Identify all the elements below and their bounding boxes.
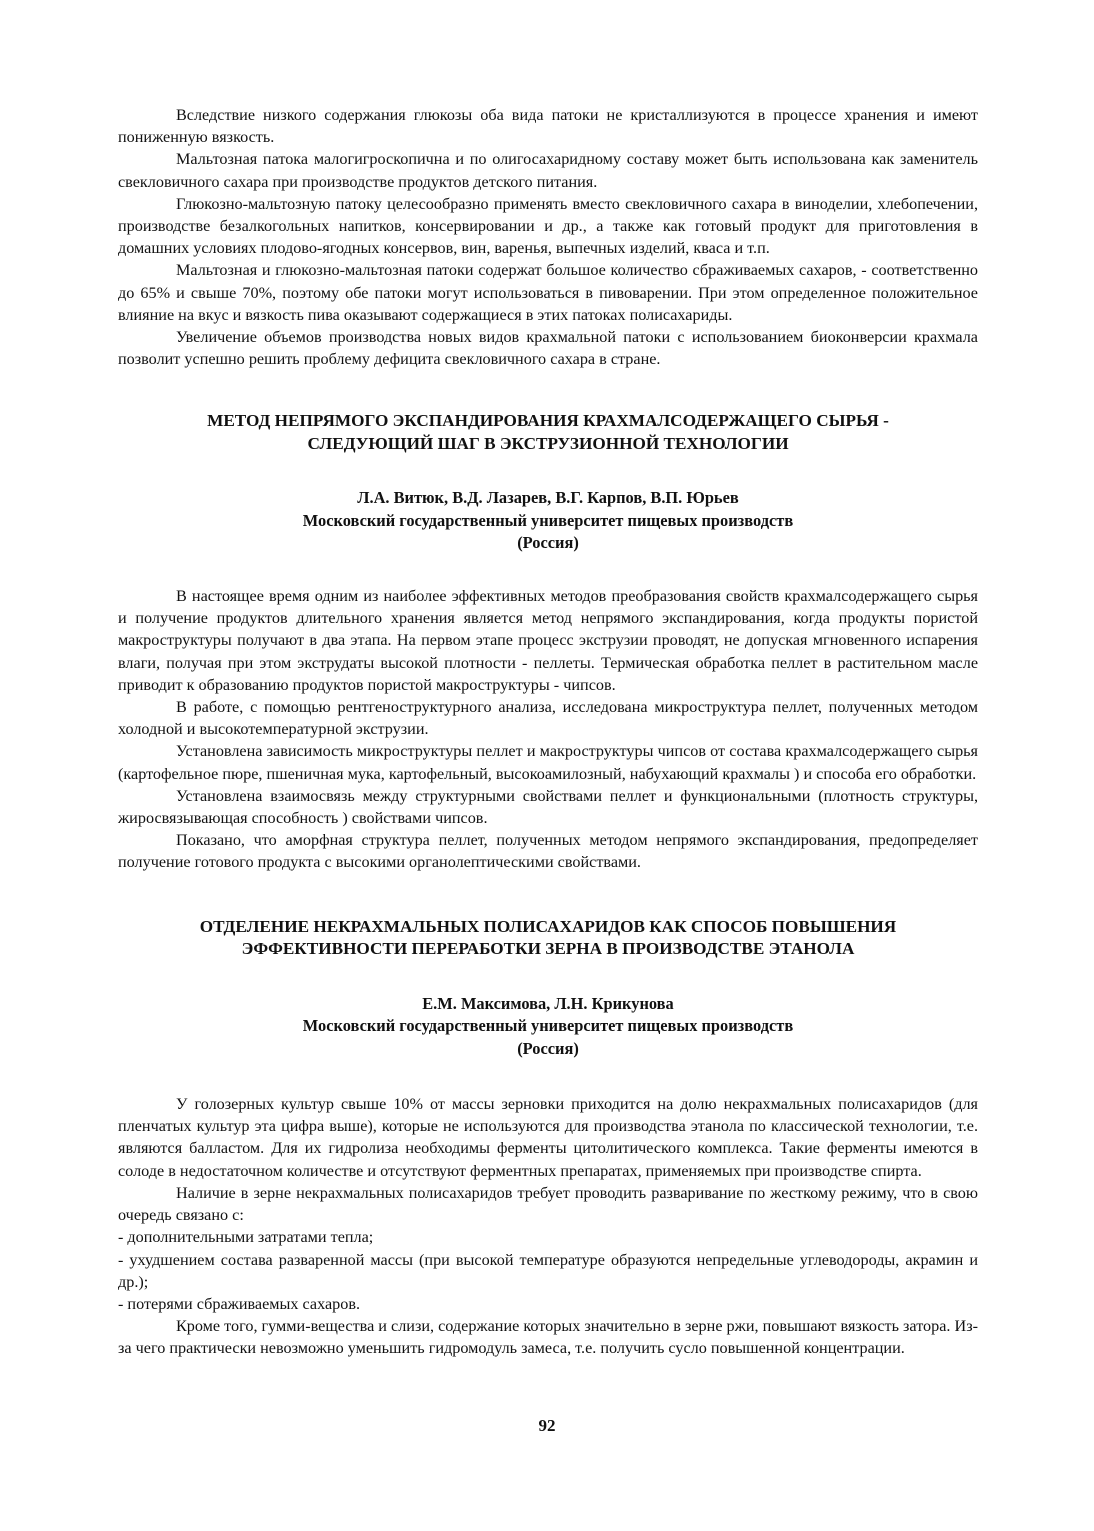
article-1-affiliation: Московский государственный университет пищевых производств xyxy=(302,510,794,530)
article-2-byline xyxy=(118,993,978,1061)
article-2-closing-paragraph: Кроме того, гумми-вещества и слизи, содержание которых значительно в зерне ржи, повышают вязкость затора. Из-за чего практически невозможно уменьшить гидромодуль замеса, т.е. получить сусло повышенной концентрации. xyxy=(118,1317,978,1358)
article-2-list-item-2: - ухудшением состава разваренной массы (при высокой температуре образуются непредельные углеводороды, акрамин и др.); xyxy=(118,1250,978,1291)
article-2-paragraph-2: Наличие в зерне некрахмальных полисахаридов требует проводить разваривание по жесткому режиму, что в свою очередь связано с: xyxy=(118,1183,978,1225)
article-2 xyxy=(118,916,978,1360)
article-1-paragraph-1: В настоящее время одним из наиболее эффективных методов преобразования свойств крахмалсодержащего сырья и получение продуктов длительного хранения является метод непрямого экспандирования, когда продукты пористой макроструктуры получают в два этапа. На первом этапе процесс экструзии проводят, не допуская мгновенного испарения влаги, получая при этом экструдаты высокой плотности - пеллеты. Термическая обработка пеллет в растительном масле приводит к образованию продуктов пористой макроструктуры - чипсов. xyxy=(118,586,978,694)
intro-paragraph-1: Вследствие низкого содержания глюкозы оба вида патоки не кристаллизуются в процессе хранения и имеют пониженную вязкость. xyxy=(118,106,978,147)
intro-paragraph-4: Мальтозная и глюкозно-мальтозная патоки содержат большое количество сбраживаемых сахаров, - соответственно до 65% и свыше 70%, поэтому обе патоки могут использоваться в пивоварении. При этом определенное положительное влияние на вкус и вязкость пива оказывают содержащиеся в этих патоках полисахариды. xyxy=(118,261,978,324)
article-2-affiliation: Московский государственный университет пищевых производств xyxy=(302,1016,794,1036)
article-1-paragraph-3: Установлена зависимость микроструктуры пеллет и макроструктуры чипсов от состава крахмалсодержащего сырья (картофельное пюре, пшеничная мука, картофельный, высокоамилозный, набухающий крахмалы ) и способа его обработки. xyxy=(118,742,978,783)
article-1 xyxy=(118,410,978,873)
intro-section xyxy=(118,104,978,370)
article-2-list-item-3: - потерями сбраживаемых сахаров. xyxy=(118,1294,361,1313)
article-1-body xyxy=(118,585,978,874)
article-1-title xyxy=(118,410,978,455)
article-1-paragraph-2: В работе, с помощью рентгеноструктурного анализа, исследована микроструктура пеллет, полученных методом холодной и высокотемпературной экструзии. xyxy=(118,697,978,739)
intro-paragraph-5: Увеличение объемов производства новых видов крахмальной патоки с использованием биоконверсии крахмала позволит успешно решить проблему дефицита свекловичного сахара в стране. xyxy=(118,328,978,369)
page-number: 92 xyxy=(538,1416,556,1435)
article-2-paragraph-1: У голозерных культур свыше 10% от массы зерновки приходится на долю некрахмальных полисахаридов (для пленчатых культур эта цифра выше), которые не используются для производства этанола по классической технологии, т.е. являются балластом. Для их гидролиза необходимы ферменты цитолитического комплекса. Такие ферменты имеются в солоде в недостаточном количестве и отсутствуют ферментных препаратах, применяемых при производстве спирта. xyxy=(118,1095,978,1180)
article-2-title-line-2: ЭФФЕКТИВНОСТИ ПЕРЕРАБОТКИ ЗЕРНА В ПРОИЗВОДСТВЕ ЭТАНОЛА xyxy=(241,939,855,959)
article-1-country: (Россия) xyxy=(517,533,579,553)
article-2-country: (Россия) xyxy=(517,1038,579,1058)
article-2-authors: Е.М. Максимова, Л.Н. Крикунова xyxy=(422,993,674,1013)
intro-paragraph-3: Глюкозно-мальтозную патоку целесообразно применять вместо свекловичного сахара в виноделии, хлебопечении, производстве безалкогольных напитков, консервировании и др., а также как готовый продукт для приготовления в домашних условиях плодово-ягодных консервов, вин, варенья, выпечных изделий, кваса и т.п. xyxy=(118,194,978,258)
article-1-paragraph-5: Показано, что аморфная структура пеллет, полученных методом непрямого экспандирования, предопределяет получение готового продукта с высокими органолептическими свойствами. xyxy=(118,831,978,872)
article-1-title-line-1: МЕТОД НЕПРЯМОГО ЭКСПАНДИРОВАНИЯ КРАХМАЛСОДЕРЖАЩЕГО СЫРЬЯ - xyxy=(207,411,889,431)
intro-paragraph-2: Мальтозная патока малогигроскопична и по олигосахаридному составу может быть использована как заменитель свекловичного сахара при производстве продуктов детского питания. xyxy=(118,150,978,191)
article-2-list-item-1: - дополнительными затратами тепла; xyxy=(118,1228,374,1247)
article-1-byline xyxy=(118,487,978,555)
article-2-title-line-1: ОТДЕЛЕНИЕ НЕКРАХМАЛЬНЫХ ПОЛИСАХАРИДОВ КАК СПОСОБ ПОВЫШЕНИЯ xyxy=(199,916,897,936)
article-1-authors: Л.А. Витюк, В.Д. Лазарев, В.Г. Карпов, В.П. Юрьев xyxy=(357,488,739,508)
article-1-paragraph-4: Установлена взаимосвязь между структурными свойствами пеллет и функциональными (плотность структуры, жиросвязывающая способность ) свойствами чипсов. xyxy=(118,786,978,827)
article-1-title-line-2: СЛЕДУЮЩИЙ ШАГ В ЭКСТРУЗИОННОЙ ТЕХНОЛОГИИ xyxy=(307,433,789,453)
article-2-body xyxy=(118,1093,978,1359)
article-2-title xyxy=(118,916,978,961)
